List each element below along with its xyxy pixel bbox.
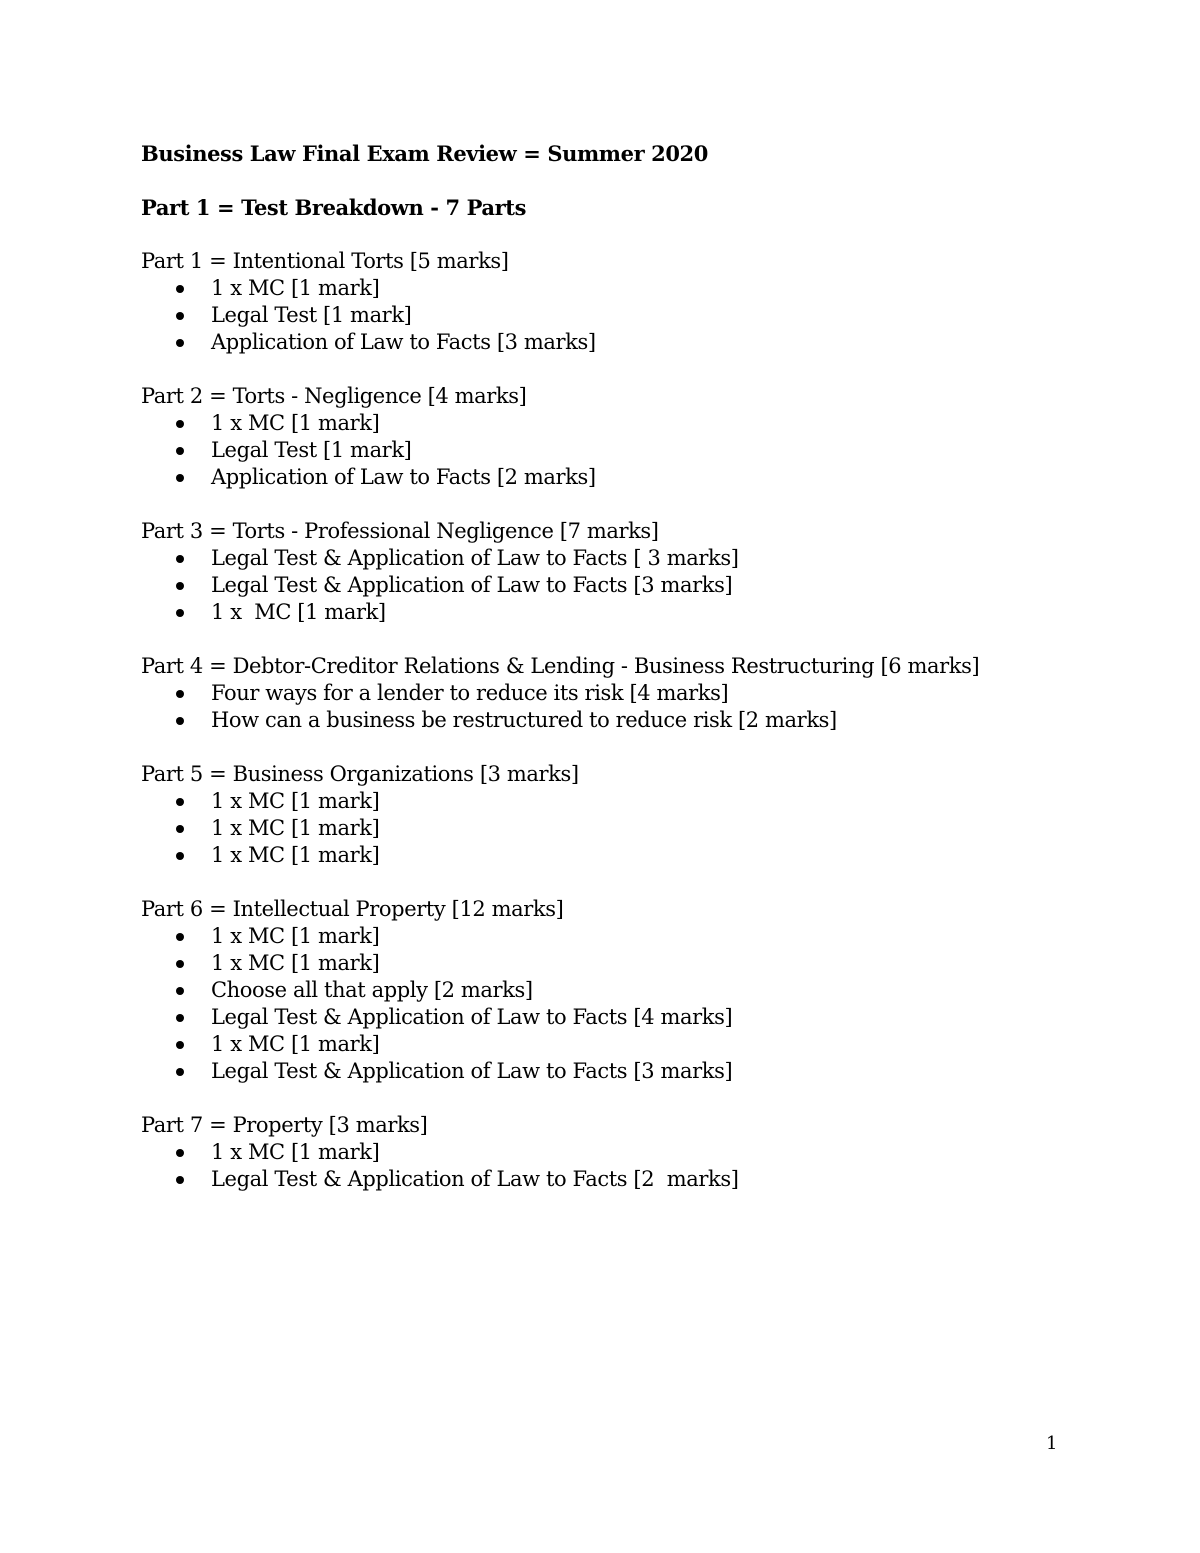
- list-item-text: Application of Law to Facts [2 marks]: [211, 465, 596, 489]
- part-items-list: [141, 275, 1101, 356]
- list-item-text: Legal Test [1 mark]: [211, 438, 412, 462]
- part-items-list: [141, 923, 1101, 1085]
- list-item: [141, 680, 1101, 707]
- list-item-text: 1 x MC [1 mark]: [211, 924, 380, 948]
- bullet-icon: [176, 555, 184, 563]
- list-item-text: Legal Test & Application of Law to Facts [3 marks]: [211, 1059, 733, 1083]
- list-item: [141, 950, 1101, 977]
- bullet-icon: [176, 609, 184, 617]
- part-section: [141, 653, 1101, 734]
- page-number: 1: [1046, 1433, 1058, 1454]
- part-section: [141, 761, 1101, 869]
- bullet-icon: [176, 447, 184, 455]
- list-item-text: How can a business be restructured to reduce risk [2 marks]: [211, 708, 837, 732]
- list-item-text: Legal Test & Application of Law to Facts [4 marks]: [211, 1005, 733, 1029]
- list-item-text: Application of Law to Facts [3 marks]: [211, 330, 596, 354]
- list-item-text: 1 x MC [1 mark]: [211, 276, 380, 300]
- part-section: [141, 383, 1101, 491]
- part-heading: Part 4 = Debtor-Creditor Relations & Lending - Business Restructuring [6 marks]: [141, 654, 980, 678]
- part-items-list: [141, 545, 1101, 626]
- document-title: Business Law Final Exam Review = Summer 2020: [141, 141, 708, 166]
- part-heading: Part 7 = Property [3 marks]: [141, 1113, 428, 1137]
- bullet-icon: [176, 798, 184, 806]
- part-heading: Part 3 = Torts - Professional Negligence [7 marks]: [141, 519, 659, 543]
- list-item: [141, 1031, 1101, 1058]
- list-item-text: 1 x MC [1 mark]: [211, 1032, 380, 1056]
- list-item-text: 1 x MC [1 mark]: [211, 411, 380, 435]
- part-heading: Part 2 = Torts - Negligence [4 marks]: [141, 384, 527, 408]
- list-item: [141, 923, 1101, 950]
- list-item-text: 1 x MC [1 mark]: [211, 816, 380, 840]
- list-item: [141, 572, 1101, 599]
- list-item-text: 1 x MC [1 mark]: [211, 843, 380, 867]
- list-item: [141, 437, 1101, 464]
- list-item: [141, 1139, 1101, 1166]
- bullet-icon: [176, 690, 184, 698]
- list-item-text: Legal Test & Application of Law to Facts [3 marks]: [211, 573, 733, 597]
- bullet-icon: [176, 825, 184, 833]
- part-section: [141, 896, 1101, 1085]
- list-item: [141, 275, 1101, 302]
- list-item: [141, 302, 1101, 329]
- part-items-list: [141, 680, 1101, 734]
- list-item: [141, 599, 1101, 626]
- bullet-icon: [176, 1068, 184, 1076]
- bullet-icon: [176, 285, 184, 293]
- list-item: [141, 977, 1101, 1004]
- list-item: [141, 1166, 1101, 1193]
- part-heading: Part 5 = Business Organizations [3 marks]: [141, 762, 579, 786]
- part-items-list: [141, 410, 1101, 491]
- bullet-icon: [176, 420, 184, 428]
- part-section: [141, 248, 1101, 356]
- list-item-text: Choose all that apply [2 marks]: [211, 978, 533, 1002]
- part-items-list: [141, 1139, 1101, 1193]
- bullet-icon: [176, 1149, 184, 1157]
- list-item-text: Legal Test & Application of Law to Facts [ 3 marks]: [211, 546, 739, 570]
- list-item-text: Legal Test & Application of Law to Facts [2 marks]: [211, 1167, 739, 1191]
- list-item: [141, 1058, 1101, 1085]
- list-item: [141, 842, 1101, 869]
- list-item-text: 1 x MC [1 mark]: [211, 789, 380, 813]
- bullet-icon: [176, 1176, 184, 1184]
- document-page: [141, 140, 1101, 1220]
- list-item-text: 1 x MC [1 mark]: [211, 600, 386, 624]
- bullet-icon: [176, 933, 184, 941]
- bullet-icon: [176, 1014, 184, 1022]
- bullet-icon: [176, 339, 184, 347]
- list-item-text: Four ways for a lender to reduce its risk [4 marks]: [211, 681, 729, 705]
- list-item: [141, 545, 1101, 572]
- list-item: [141, 788, 1101, 815]
- list-item: [141, 410, 1101, 437]
- bullet-icon: [176, 312, 184, 320]
- list-item: [141, 464, 1101, 491]
- list-item: [141, 329, 1101, 356]
- list-item: [141, 1004, 1101, 1031]
- bullet-icon: [176, 474, 184, 482]
- list-item-text: 1 x MC [1 mark]: [211, 1140, 380, 1164]
- bullet-icon: [176, 960, 184, 968]
- test-breakdown-heading: Part 1 = Test Breakdown - 7 Parts: [141, 195, 527, 220]
- list-item-text: Legal Test [1 mark]: [211, 303, 412, 327]
- bullet-icon: [176, 1041, 184, 1049]
- part-heading: Part 6 = Intellectual Property [12 marks]: [141, 897, 564, 921]
- bullet-icon: [176, 852, 184, 860]
- part-heading: Part 1 = Intentional Torts [5 marks]: [141, 249, 509, 273]
- bullet-icon: [176, 582, 184, 590]
- bullet-icon: [176, 987, 184, 995]
- part-section: [141, 518, 1101, 626]
- list-item: [141, 815, 1101, 842]
- list-item-text: 1 x MC [1 mark]: [211, 951, 380, 975]
- part-section: [141, 1112, 1101, 1193]
- part-items-list: [141, 788, 1101, 869]
- list-item: [141, 707, 1101, 734]
- bullet-icon: [176, 717, 184, 725]
